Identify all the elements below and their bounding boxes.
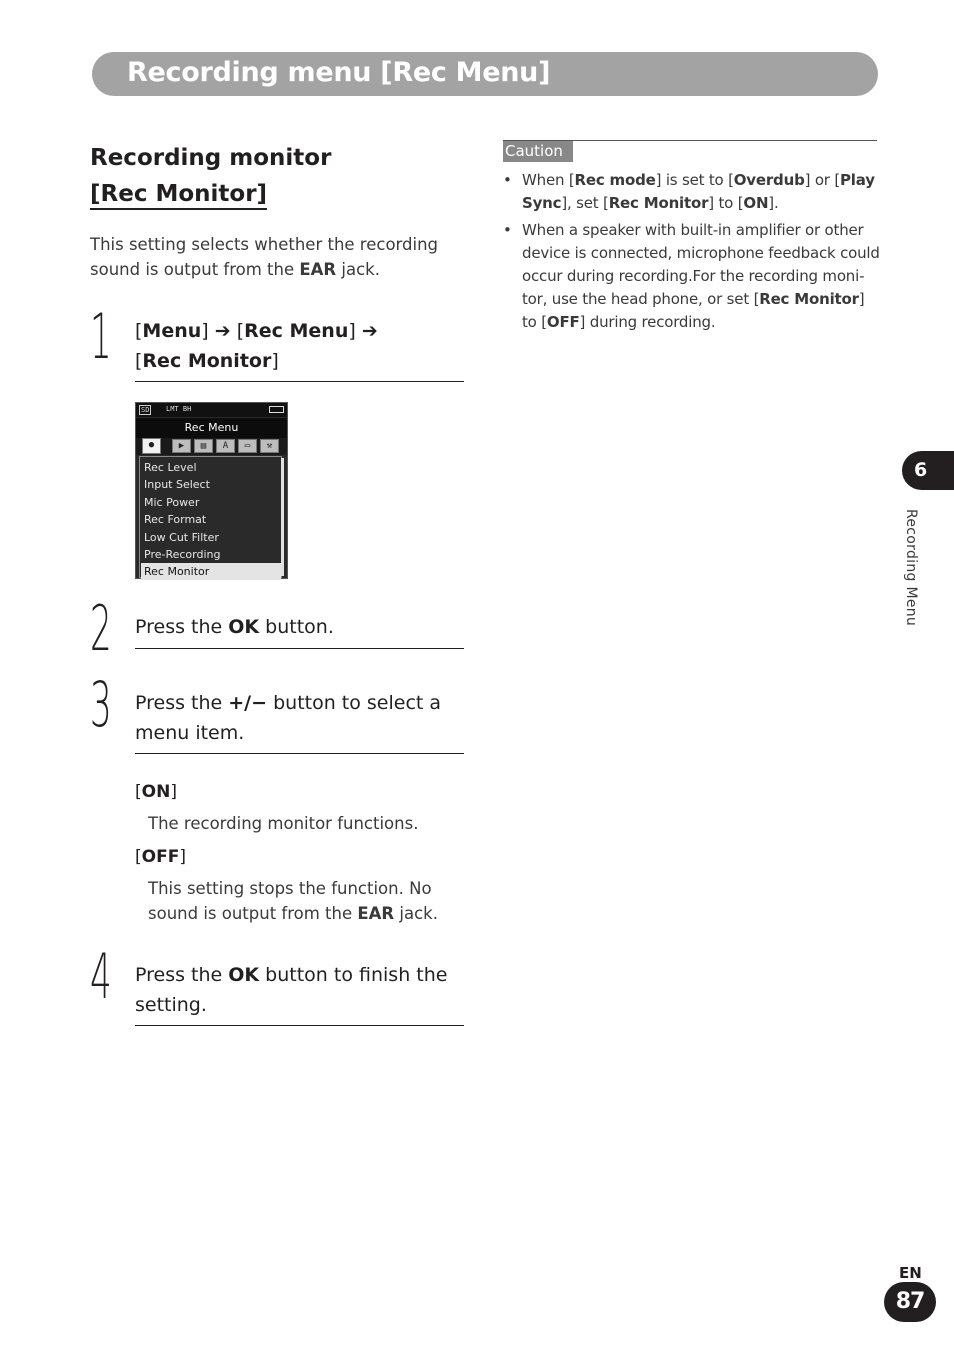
- battery-icon: [269, 406, 284, 413]
- section-title-line2: [Rec Monitor]: [90, 181, 267, 210]
- page-number: 87: [884, 1282, 936, 1322]
- ok-button-label: OK: [228, 616, 260, 638]
- option-off: OFF: [141, 847, 180, 867]
- chapter-side-label: Recording Menu: [903, 509, 919, 627]
- c1-rec-mode: Rec mode: [574, 171, 656, 189]
- screen-menu-list: [139, 456, 282, 578]
- c1-t1: When [: [522, 171, 575, 189]
- step-3-post: button to select a menu item.: [135, 692, 442, 744]
- option-off-desc: [148, 876, 468, 926]
- mic-tab-icon: ●: [142, 438, 161, 454]
- screen-menu-item: Input Select: [144, 478, 210, 492]
- file-tab-icon: ▤: [194, 439, 213, 453]
- step-4-text: [135, 960, 465, 1020]
- plus-minus-button-label: +/−: [228, 692, 268, 714]
- c1-t3: ] or [: [804, 171, 840, 189]
- arrow-icon: ➔: [361, 320, 378, 342]
- screen-menu-item: Pre-Recording: [144, 548, 221, 561]
- bullet-icon: •: [503, 221, 512, 239]
- option-off-desc-post: jack.: [394, 904, 438, 923]
- screen-menu-item: Rec Level: [144, 461, 197, 474]
- option-on-label: [ON]: [135, 782, 177, 802]
- step-3-rule: [135, 753, 464, 754]
- arrow-icon: ➔: [214, 320, 231, 342]
- intro-text: [90, 232, 460, 282]
- intro-pre: This setting selects whether the recording sound is output from the: [90, 235, 439, 279]
- screen-menu-item: Mic Power: [144, 495, 200, 509]
- page-title: Recording menu [Rec Menu]: [127, 57, 551, 88]
- c1-overdub: Overdub: [733, 171, 805, 189]
- sd-card-icon: SD: [141, 406, 150, 414]
- option-on: ON: [141, 782, 171, 802]
- option-off-ear: EAR: [357, 904, 395, 923]
- device-screen: [135, 402, 288, 579]
- step-4-pre: Press the: [135, 964, 229, 986]
- status-indicators: LMT BH: [166, 405, 192, 413]
- screen-tab-bar: [136, 438, 287, 455]
- caution-label: Caution: [503, 141, 573, 162]
- c2-off: OFF: [546, 313, 580, 331]
- screen-menu-item: Low Cut Filter: [144, 530, 219, 544]
- c2-t1: When a speaker with built-in amplifier or other device is connected, microphone feedback could occur during recording.For the recording moni-tor, use the head phone, or set [: [522, 221, 880, 308]
- section-title: [90, 140, 331, 212]
- ok-button-label: OK: [228, 964, 260, 986]
- screen-title: Rec Menu: [136, 418, 287, 438]
- option-off-label: [OFF]: [135, 847, 186, 867]
- c1-t6: ].: [768, 194, 779, 212]
- display-tab-icon: A: [216, 439, 235, 453]
- step-1-menu: Menu: [142, 320, 202, 342]
- step-3-number: 3: [90, 668, 112, 741]
- lcd-tab-icon: ▭: [238, 439, 257, 453]
- step-2-number: 2: [90, 592, 112, 665]
- play-tab-icon: ▶: [172, 439, 191, 453]
- c2-t3: ] during recording.: [579, 313, 716, 331]
- c2-rec-monitor: Rec Monitor: [759, 290, 859, 308]
- step-4-rule: [135, 1025, 464, 1026]
- step-1-text: [Menu] ➔ [Rec Menu] ➔ [Rec Monitor]: [135, 320, 378, 372]
- c1-t4: ], set [: [561, 194, 609, 212]
- intro-post: jack.: [336, 260, 380, 279]
- caution-bullet-1: [522, 169, 880, 215]
- step-3-text: [135, 688, 465, 748]
- option-on-desc: The recording monitor functions.: [148, 814, 419, 833]
- step-2-post: button.: [259, 616, 334, 638]
- c1-on: ON: [743, 194, 769, 212]
- screen-status-bar: [136, 403, 287, 417]
- step-2-text: [135, 612, 465, 642]
- step-3-pre: Press the: [135, 692, 229, 714]
- step-1-rule: [135, 381, 464, 382]
- c1-play-sync: Play Sync: [522, 171, 875, 212]
- c1-t5: ] to [: [708, 194, 744, 212]
- step-4-post: button to finish the setting.: [135, 964, 448, 1016]
- c2-t2: ] to [: [522, 290, 865, 331]
- intro-ear: EAR: [299, 260, 337, 279]
- section-title-line1: Recording monitor: [90, 145, 332, 171]
- option-off-desc-pre: This setting stops the function. No sound is output from the: [148, 879, 432, 923]
- step-1-rec-menu: Rec Menu: [244, 320, 349, 342]
- step-2-rule: [135, 648, 464, 649]
- step-2-pre: Press the: [135, 616, 229, 638]
- language-label: EN: [899, 1264, 922, 1282]
- tools-tab-icon: ⚒: [260, 439, 279, 453]
- screen-menu-item: Rec Monitor: [141, 563, 281, 580]
- step-1-number: 1: [90, 300, 112, 373]
- caution-bullet-2: [522, 219, 880, 334]
- step-4-number: 4: [90, 940, 112, 1013]
- step-1-rec-monitor: Rec Monitor: [142, 350, 272, 372]
- c1-rec-monitor: Rec Monitor: [608, 194, 709, 212]
- c1-t2: ] is set to [: [655, 171, 734, 189]
- screen-scrollbar: [281, 458, 284, 576]
- screen-menu-item: Rec Format: [144, 513, 207, 527]
- bullet-icon: •: [503, 171, 512, 189]
- chapter-tab: 6: [902, 451, 954, 490]
